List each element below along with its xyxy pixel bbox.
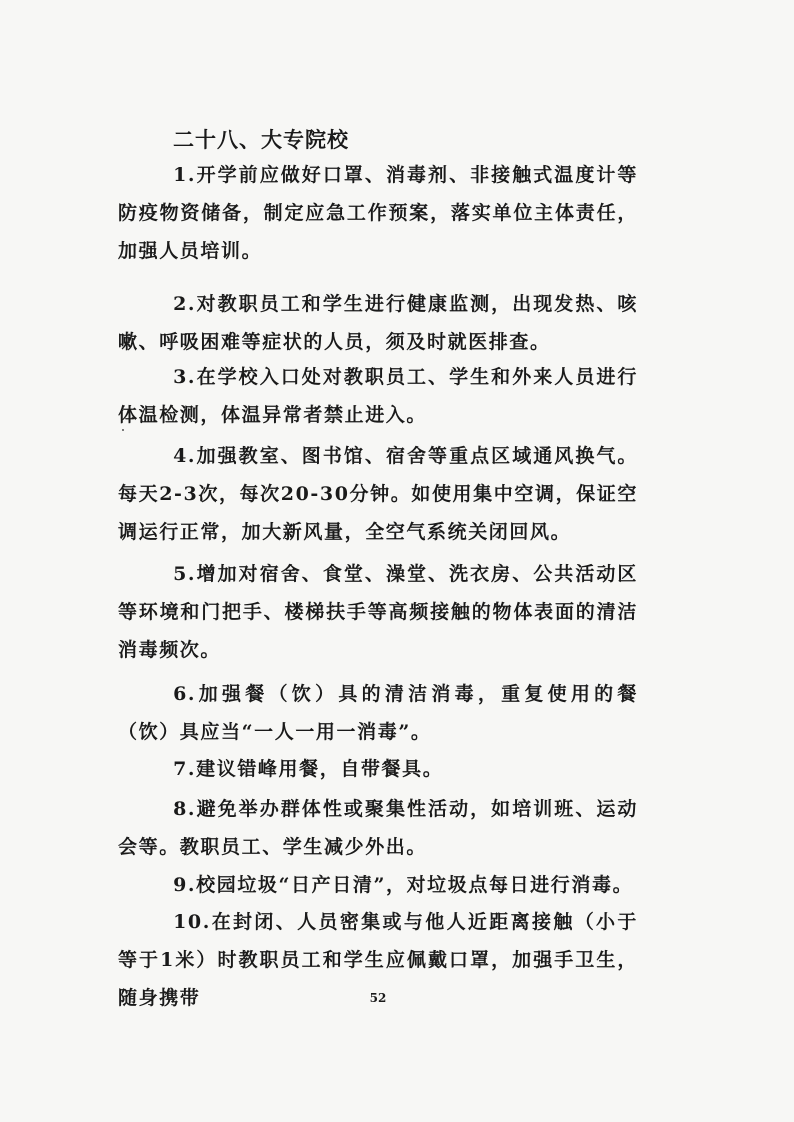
paragraph-10: 10.在封闭、人员密集或与他人近距离接触（小于等于1米）时教职员工和学生应佩戴口罩，加强手卫生，随身携带 — [118, 911, 638, 1009]
paragraph-8: 8.避免举办群体性或聚集性活动，如培训班、运动会等。教职员工、学生减少外出。 — [118, 798, 638, 858]
paragraph-4: 4.加强教室、图书馆、宿舍等重点区域通风换气。每天2-3次，每次20-30分钟。如使用集中空调，保证空调运行正常，加大新风量，全空气系统关闭回风。 — [118, 445, 638, 543]
section-heading: 二十八、大专院校 — [173, 127, 349, 152]
scan-speck — [122, 429, 124, 431]
paragraph-2: 2.对教职员工和学生进行健康监测，出现发热、咳嗽、呼吸困难等症状的人员，须及时就医排查。 — [118, 293, 638, 353]
paragraph-1: 1.开学前应做好口罩、消毒剂、非接触式温度计等防疫物资储备，制定应急工作预案，落实单位主体责任，加强人员培训。 — [118, 164, 638, 262]
paragraph-5: 5.增加对宿舍、食堂、澡堂、洗衣房、公共活动区等环境和门把手、楼梯扶手等高频接触的物体表面的清洁消毒频次。 — [118, 563, 638, 661]
paragraph-6: 6.加强餐（饮）具的清洁消毒，重复使用的餐（饮）具应当“一人一用一消毒”。 — [118, 683, 638, 743]
paragraph-3: 3.在学校入口处对教职员工、学生和外来人员进行体温检测，体温异常者禁止进入。 — [118, 366, 638, 426]
page-number: 52 — [369, 991, 387, 1005]
paragraph-7: 7.建议错峰用餐，自带餐具。 — [173, 758, 444, 780]
paragraph-9: 9.校园垃圾“日产日清”，对垃圾点每日进行消毒。 — [173, 874, 634, 896]
